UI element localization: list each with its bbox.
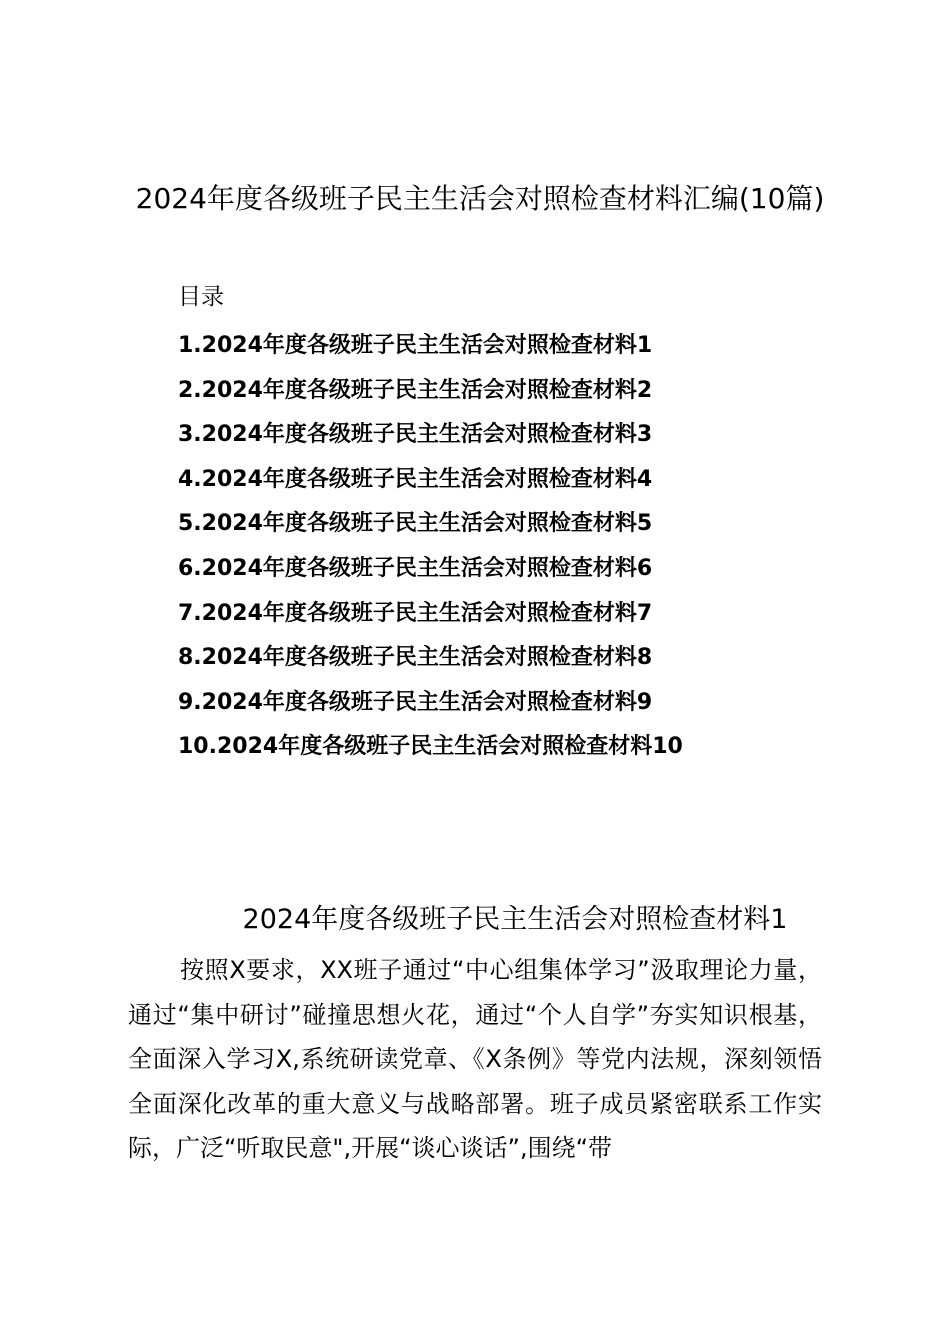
toc-item-5[interactable]: 5.2024年度各级班子民主生活会对照检查材料5 [178,511,653,537]
table-of-contents [178,324,683,770]
toc-item-7[interactable]: 7.2024年度各级班子民主生活会对照检查材料7 [178,600,653,626]
toc-item-1[interactable]: 1.2024年度各级班子民主生活会对照检查材料1 [178,333,653,358]
toc-item-8[interactable]: 8.2024年度各级班子民主生活会对照检查材料8 [178,645,653,671]
toc-item-10[interactable]: 10.2024年度各级班子民主生活会对照检查材料10 [178,734,683,760]
toc-item-3[interactable]: 3.2024年度各级班子民主生活会对照检查材料3 [178,422,653,448]
toc-heading: 目录 [178,284,224,310]
toc-item-9[interactable]: 9.2024年度各级班子民主生活会对照检查材料9 [178,689,653,715]
toc-item-4[interactable]: 4.2024年度各级班子民主生活会对照检查材料4 [178,466,653,492]
document-title: 2024年度各级班子民主生活会对照检查材料汇编(10篇) [135,182,825,215]
body-paragraph: 按照X要求，XX班子通过“中心组集体学习”汲取理论力量，通过“集中研讨”碰撞思想火花，通过“个人自学”夯实知识根基，全面深入学习X,系统研读党章、《X条例》等党内法规，深刻领悟全面深化改革的重大意义与战略部署。班子成员紧密联系工作实际，广泛“听取民意",开展“谈心谈话”,围绕“带 [128,956,822,1163]
section-title: 2024年度各级班子民主生活会对照检查材料1 [242,904,788,935]
toc-item-6[interactable]: 6.2024年度各级班子民主生活会对照检查材料6 [178,555,653,581]
toc-item-2[interactable]: 2.2024年度各级班子民主生活会对照检查材料2 [178,377,653,403]
